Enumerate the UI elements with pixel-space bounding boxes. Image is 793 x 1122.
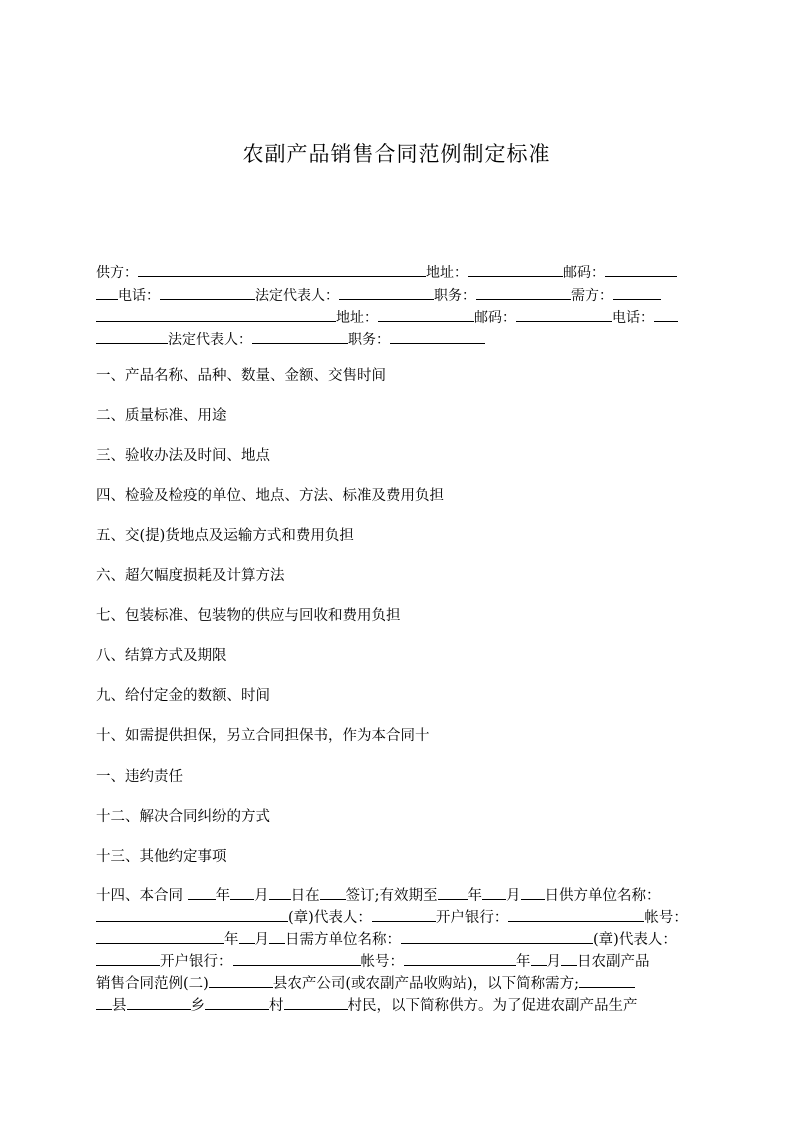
county-name-blank[interactable] <box>209 973 273 988</box>
section-heading: 一、产品名称、品种、数量、金额、交售时间 <box>96 368 386 384</box>
county-blank[interactable] <box>579 973 635 988</box>
section-heading: 二、质量标准、用途 <box>96 408 227 424</box>
supplier-address-label: 地址： <box>426 265 468 281</box>
supplier-address-blank[interactable] <box>468 262 563 277</box>
buyer-day-blank[interactable] <box>561 951 577 966</box>
buyer-legal-rep-label: 法定代表人： <box>168 332 252 348</box>
sign-month-blank[interactable] <box>230 885 254 900</box>
section-heading: 一、违约责任 <box>96 769 183 785</box>
section-heading: 三、验收办法及时间、地点 <box>96 448 270 464</box>
supplier-day-blank[interactable] <box>269 929 285 944</box>
section-heading: 八、结算方式及期限 <box>96 648 227 664</box>
sign-year-blank[interactable] <box>188 885 216 900</box>
supplier-label: 供方： <box>96 265 138 281</box>
day-tail-label: 日农副产品 <box>577 954 650 970</box>
supplier-bank-label: 开户银行： <box>435 910 509 926</box>
section-heading: 四、检验及检疫的单位、地点、方法、标准及费用负担 <box>96 488 444 504</box>
buyer-bank-blank[interactable] <box>233 951 361 966</box>
buyer-seal-rep-label: (章)代表人： <box>593 932 677 948</box>
buyer-position-blank[interactable] <box>390 329 485 344</box>
buyer-position-label: 职务： <box>348 332 390 348</box>
clause14-line-2 <box>96 907 688 927</box>
section-heading: 十、如需提供担保，另立合同担保书，作为本合同十 <box>96 728 430 744</box>
clause14-line-5 <box>96 973 635 993</box>
section-heading: 九、给付定金的数额、时间 <box>96 688 270 704</box>
buyer-phone-blank-cont[interactable] <box>96 329 168 344</box>
section-heading: 五、交(提)货地点及运输方式和费用负担 <box>96 528 354 544</box>
buyer-unit-label: 日需方单位名称： <box>285 932 401 948</box>
party-line-1 <box>96 262 677 282</box>
supplier-postcode-blank-cont[interactable] <box>96 285 118 300</box>
sign-day-blank[interactable] <box>269 885 291 900</box>
supplier-month-blank[interactable] <box>239 929 255 944</box>
year-label: 年 <box>215 888 231 904</box>
buyer-postcode-blank[interactable] <box>516 307 612 322</box>
section-heading: 十三、其他约定事项 <box>96 849 227 865</box>
section-heading: 十二、解决合同纠纷的方式 <box>96 809 270 825</box>
clause14-line-3 <box>96 929 677 949</box>
buyer-label: 需方： <box>571 288 613 304</box>
party-line-2 <box>96 285 661 305</box>
village-blank[interactable] <box>205 995 269 1010</box>
buyer-phone-label: 电话： <box>612 310 654 326</box>
township-blank[interactable] <box>127 995 191 1010</box>
party-line-4 <box>96 329 485 349</box>
supplier-rep-blank[interactable] <box>372 907 436 922</box>
supplier-position-blank[interactable] <box>476 285 571 300</box>
county-company-label: 县农产公司(或农副产品收购站)，以下简称需方; <box>272 976 580 992</box>
township-label: 乡 <box>190 998 205 1014</box>
year-label: 年 <box>516 954 531 970</box>
section-heading: 七、包装标准、包装物的供应与回收和费用负担 <box>96 608 401 624</box>
supplier-position-label: 职务： <box>434 288 476 304</box>
supplier-blank[interactable] <box>138 262 426 277</box>
month-label: 月 <box>254 888 269 904</box>
buyer-account-blank[interactable] <box>404 951 516 966</box>
month-label: 月 <box>506 888 521 904</box>
page-title: 农副产品销售合同范例制定标准 <box>242 142 551 166</box>
example-two-label: 销售合同范例(二) <box>96 976 209 992</box>
buyer-month-blank[interactable] <box>531 951 547 966</box>
buyer-phone-blank[interactable] <box>654 307 678 322</box>
buyer-blank[interactable] <box>613 285 661 300</box>
month-label: 月 <box>254 932 269 948</box>
supplier-phone-label: 电话： <box>118 288 160 304</box>
clause14-start: 十四、本合同 <box>96 888 183 904</box>
section-heading: 六、超欠幅度损耗及计算方法 <box>96 568 285 584</box>
supplier-seal-rep-label: (章)代表人： <box>288 910 372 926</box>
supplier-legal-rep-blank[interactable] <box>339 285 434 300</box>
party-line-3 <box>96 307 678 327</box>
buyer-legal-rep-blank[interactable] <box>252 329 348 344</box>
supplier-postcode-blank[interactable] <box>605 262 677 277</box>
supplier-legal-rep-label: 法定代表人： <box>255 288 339 304</box>
supplier-account-label: 帐号： <box>644 910 688 926</box>
buyer-address-label: 地址： <box>336 310 378 326</box>
villager-label: 村民，以下简称供方。为了促进农副产品生产 <box>347 998 638 1014</box>
village-label: 村 <box>269 998 284 1014</box>
county-label: 县 <box>112 998 127 1014</box>
clause14-line-1 <box>96 885 661 905</box>
supplier-account-blank[interactable] <box>96 929 224 944</box>
buyer-address-blank[interactable] <box>378 307 474 322</box>
year-label: 年 <box>224 932 239 948</box>
supplier-phone-blank[interactable] <box>160 285 255 300</box>
buyer-postcode-label: 邮码： <box>474 310 516 326</box>
buyer-rep-blank[interactable] <box>96 951 160 966</box>
supplier-unit-blank[interactable] <box>96 907 288 922</box>
sign-place-blank[interactable] <box>320 885 346 900</box>
county-blank-cont[interactable] <box>96 995 112 1010</box>
buyer-bank-label: 开户银行： <box>160 954 233 970</box>
valid-day-blank[interactable] <box>521 885 545 900</box>
supplier-bank-blank[interactable] <box>508 907 644 922</box>
year-label: 年 <box>467 888 482 904</box>
clause14-line-6 <box>96 995 638 1015</box>
buyer-account-label: 帐号： <box>360 954 404 970</box>
supplier-unit-label: 日供方单位名称： <box>544 888 661 904</box>
buyer-unit-blank[interactable] <box>401 929 593 944</box>
valid-month-blank[interactable] <box>482 885 506 900</box>
clause14-line-4 <box>96 951 650 971</box>
signed-valid-label: 签订;有效期至 <box>345 888 438 904</box>
month-label: 月 <box>546 954 561 970</box>
villager-blank[interactable] <box>284 995 348 1010</box>
supplier-postcode-label: 邮码： <box>563 265 605 281</box>
day-at-label: 日在 <box>290 888 320 904</box>
buyer-blank-cont[interactable] <box>96 307 336 322</box>
valid-year-blank[interactable] <box>438 885 468 900</box>
